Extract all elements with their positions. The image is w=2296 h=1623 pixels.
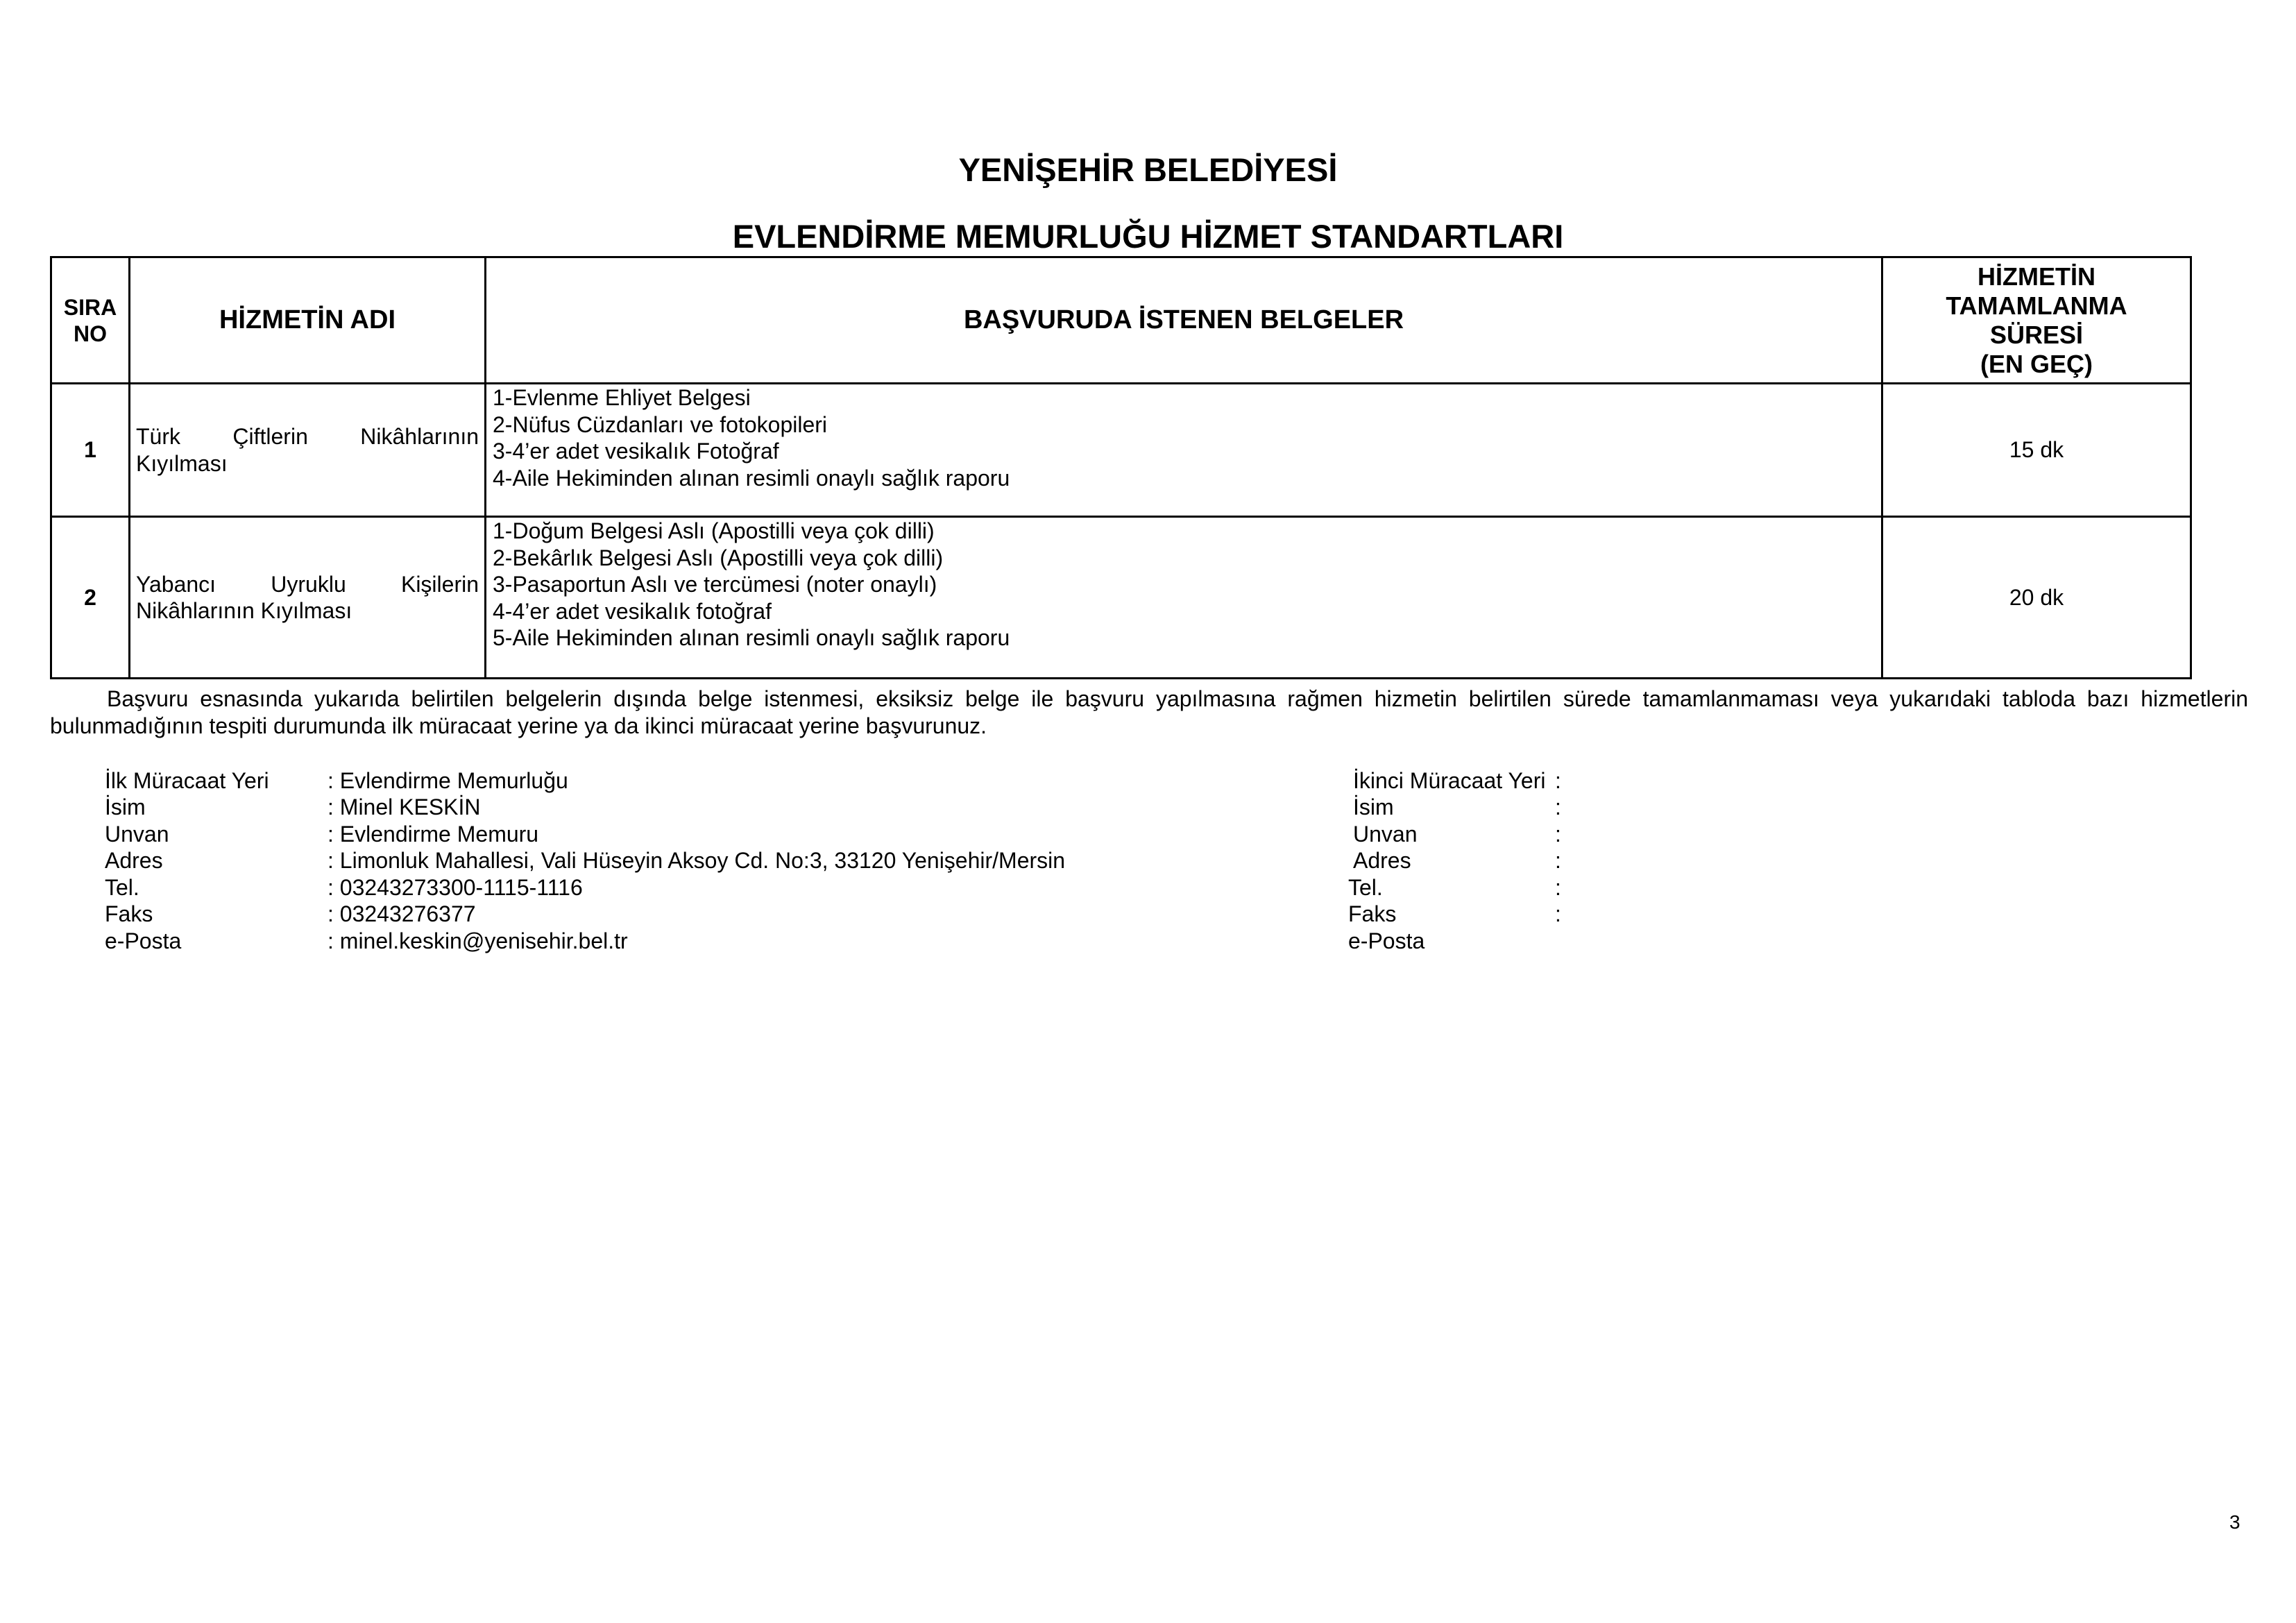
document-item: 2-Nüfus Cüzdanları ve fotokopileri	[493, 411, 828, 437]
table-header-row	[51, 257, 2191, 384]
first-contact-value-email: : minel.keskin@yenisehir.bel.tr	[328, 928, 628, 953]
second-contact-value-fax: :	[1555, 901, 1561, 926]
document-item: 5-Aile Hekiminden alınan resimli onaylı sağlık raporu	[493, 625, 1010, 650]
row-number: 2	[51, 517, 130, 679]
header-sira-no: SIRA NO	[51, 257, 130, 384]
completion-time: 20 dk	[1882, 517, 2191, 679]
first-contact-value-address: : Limonluk Mahallesi, Vali Hüseyin Aksoy Cd. No:3, 33120 Yenişehir/Mersin	[328, 848, 1066, 873]
document-item: 4-4’er adet vesikalık fotoğraf	[493, 598, 772, 624]
first-contact-label-email: e-Posta	[105, 928, 182, 953]
page-subtitle: EVLENDİRME MEMURLUĞU HİZMET STANDARTLARI	[732, 218, 1564, 255]
table-row	[51, 384, 2191, 517]
service-name: Türk Çiftlerin Nikâhlarının Kıyılması	[130, 384, 486, 517]
first-contact-label-title: Unvan	[105, 822, 169, 847]
second-contact-label-address: Adres	[1353, 848, 1411, 873]
first-contact-value-fax: : 03243276377	[328, 901, 476, 926]
document-item: 4-Aile Hekiminden alınan resimli onaylı sağlık raporu	[493, 465, 1010, 491]
first-contact-label-name: İsim	[105, 794, 146, 819]
application-note: Başvuru esnasında yukarıda belirtilen belgelerin dışında belge istenmesi, eksiksiz belge ile başvuru yapılmasına rağmen hizmetin belirtilen sürede tamamlanmaması veya yukarıdaki tabloda bazı hizmetlerin bulunmadığının tespiti durumunda ilk müracaat yerine ya da ikinci müracaat yerine başvurunuz.	[50, 686, 2248, 738]
first-contact-label-fax: Faks	[105, 901, 153, 926]
second-contact-value-title: :	[1555, 822, 1561, 847]
first-contact-value-place: : Evlendirme Memurluğu	[328, 768, 568, 793]
second-contact-label-place: İkinci Müracaat Yeri	[1353, 768, 1546, 793]
first-contact-label-place: İlk Müracaat Yeri	[105, 768, 269, 793]
table-row	[51, 517, 2191, 679]
second-contact-label-title: Unvan	[1353, 822, 1418, 847]
document-item: 3-4’er adet vesikalık Fotoğraf	[493, 439, 779, 464]
second-contact-label-name: İsim	[1353, 794, 1394, 819]
document-item: 2-Bekârlık Belgesi Aslı (Apostilli veya çok dilli)	[493, 545, 944, 570]
service-name: Yabancı Uyruklu Kişilerin Nikâhlarının Kıyılması	[130, 517, 486, 679]
first-contact-label-phone: Tel.	[105, 875, 139, 900]
first-contact-value-phone: : 03243273300-1115-1116	[328, 875, 583, 900]
page-number: 3	[2229, 1511, 2240, 1533]
document-item: 3-Pasaportun Aslı ve tercümesi (noter onaylı)	[493, 572, 937, 597]
document-item: 1-Doğum Belgesi Aslı (Apostilli veya çok dilli)	[493, 518, 935, 543]
second-contact-value-phone: :	[1555, 875, 1561, 900]
second-contact-value-address: :	[1555, 848, 1561, 873]
header-tamamlanma-suresi: HİZMETİN TAMAMLANMA SÜRESİ (EN GEÇ)	[1882, 257, 2191, 384]
header-belgeler: BAŞVURUDA İSTENEN BELGELER	[486, 257, 1882, 384]
required-documents	[486, 517, 1882, 679]
completion-time: 15 dk	[1882, 384, 2191, 517]
second-contact-label-fax: Faks	[1348, 901, 1397, 926]
second-contact-label-phone: Tel.	[1348, 875, 1383, 900]
document-item: 1-Evlenme Ehliyet Belgesi	[493, 385, 751, 410]
second-contact-value-name: :	[1555, 794, 1561, 819]
required-documents	[486, 384, 1882, 517]
first-contact-value-name: : Minel KESKİN	[328, 794, 481, 819]
page-title: YENİŞEHİR BELEDİYESİ	[958, 151, 1338, 188]
header-hizmet-adi: HİZMETİN ADI	[130, 257, 486, 384]
first-contact-label-address: Adres	[105, 848, 163, 873]
second-contact-value-place: :	[1555, 768, 1561, 793]
service-standards-table	[50, 256, 2192, 679]
first-contact-value-title: : Evlendirme Memuru	[328, 822, 539, 847]
second-contact-label-email: e-Posta	[1348, 928, 1425, 953]
row-number: 1	[51, 384, 130, 517]
